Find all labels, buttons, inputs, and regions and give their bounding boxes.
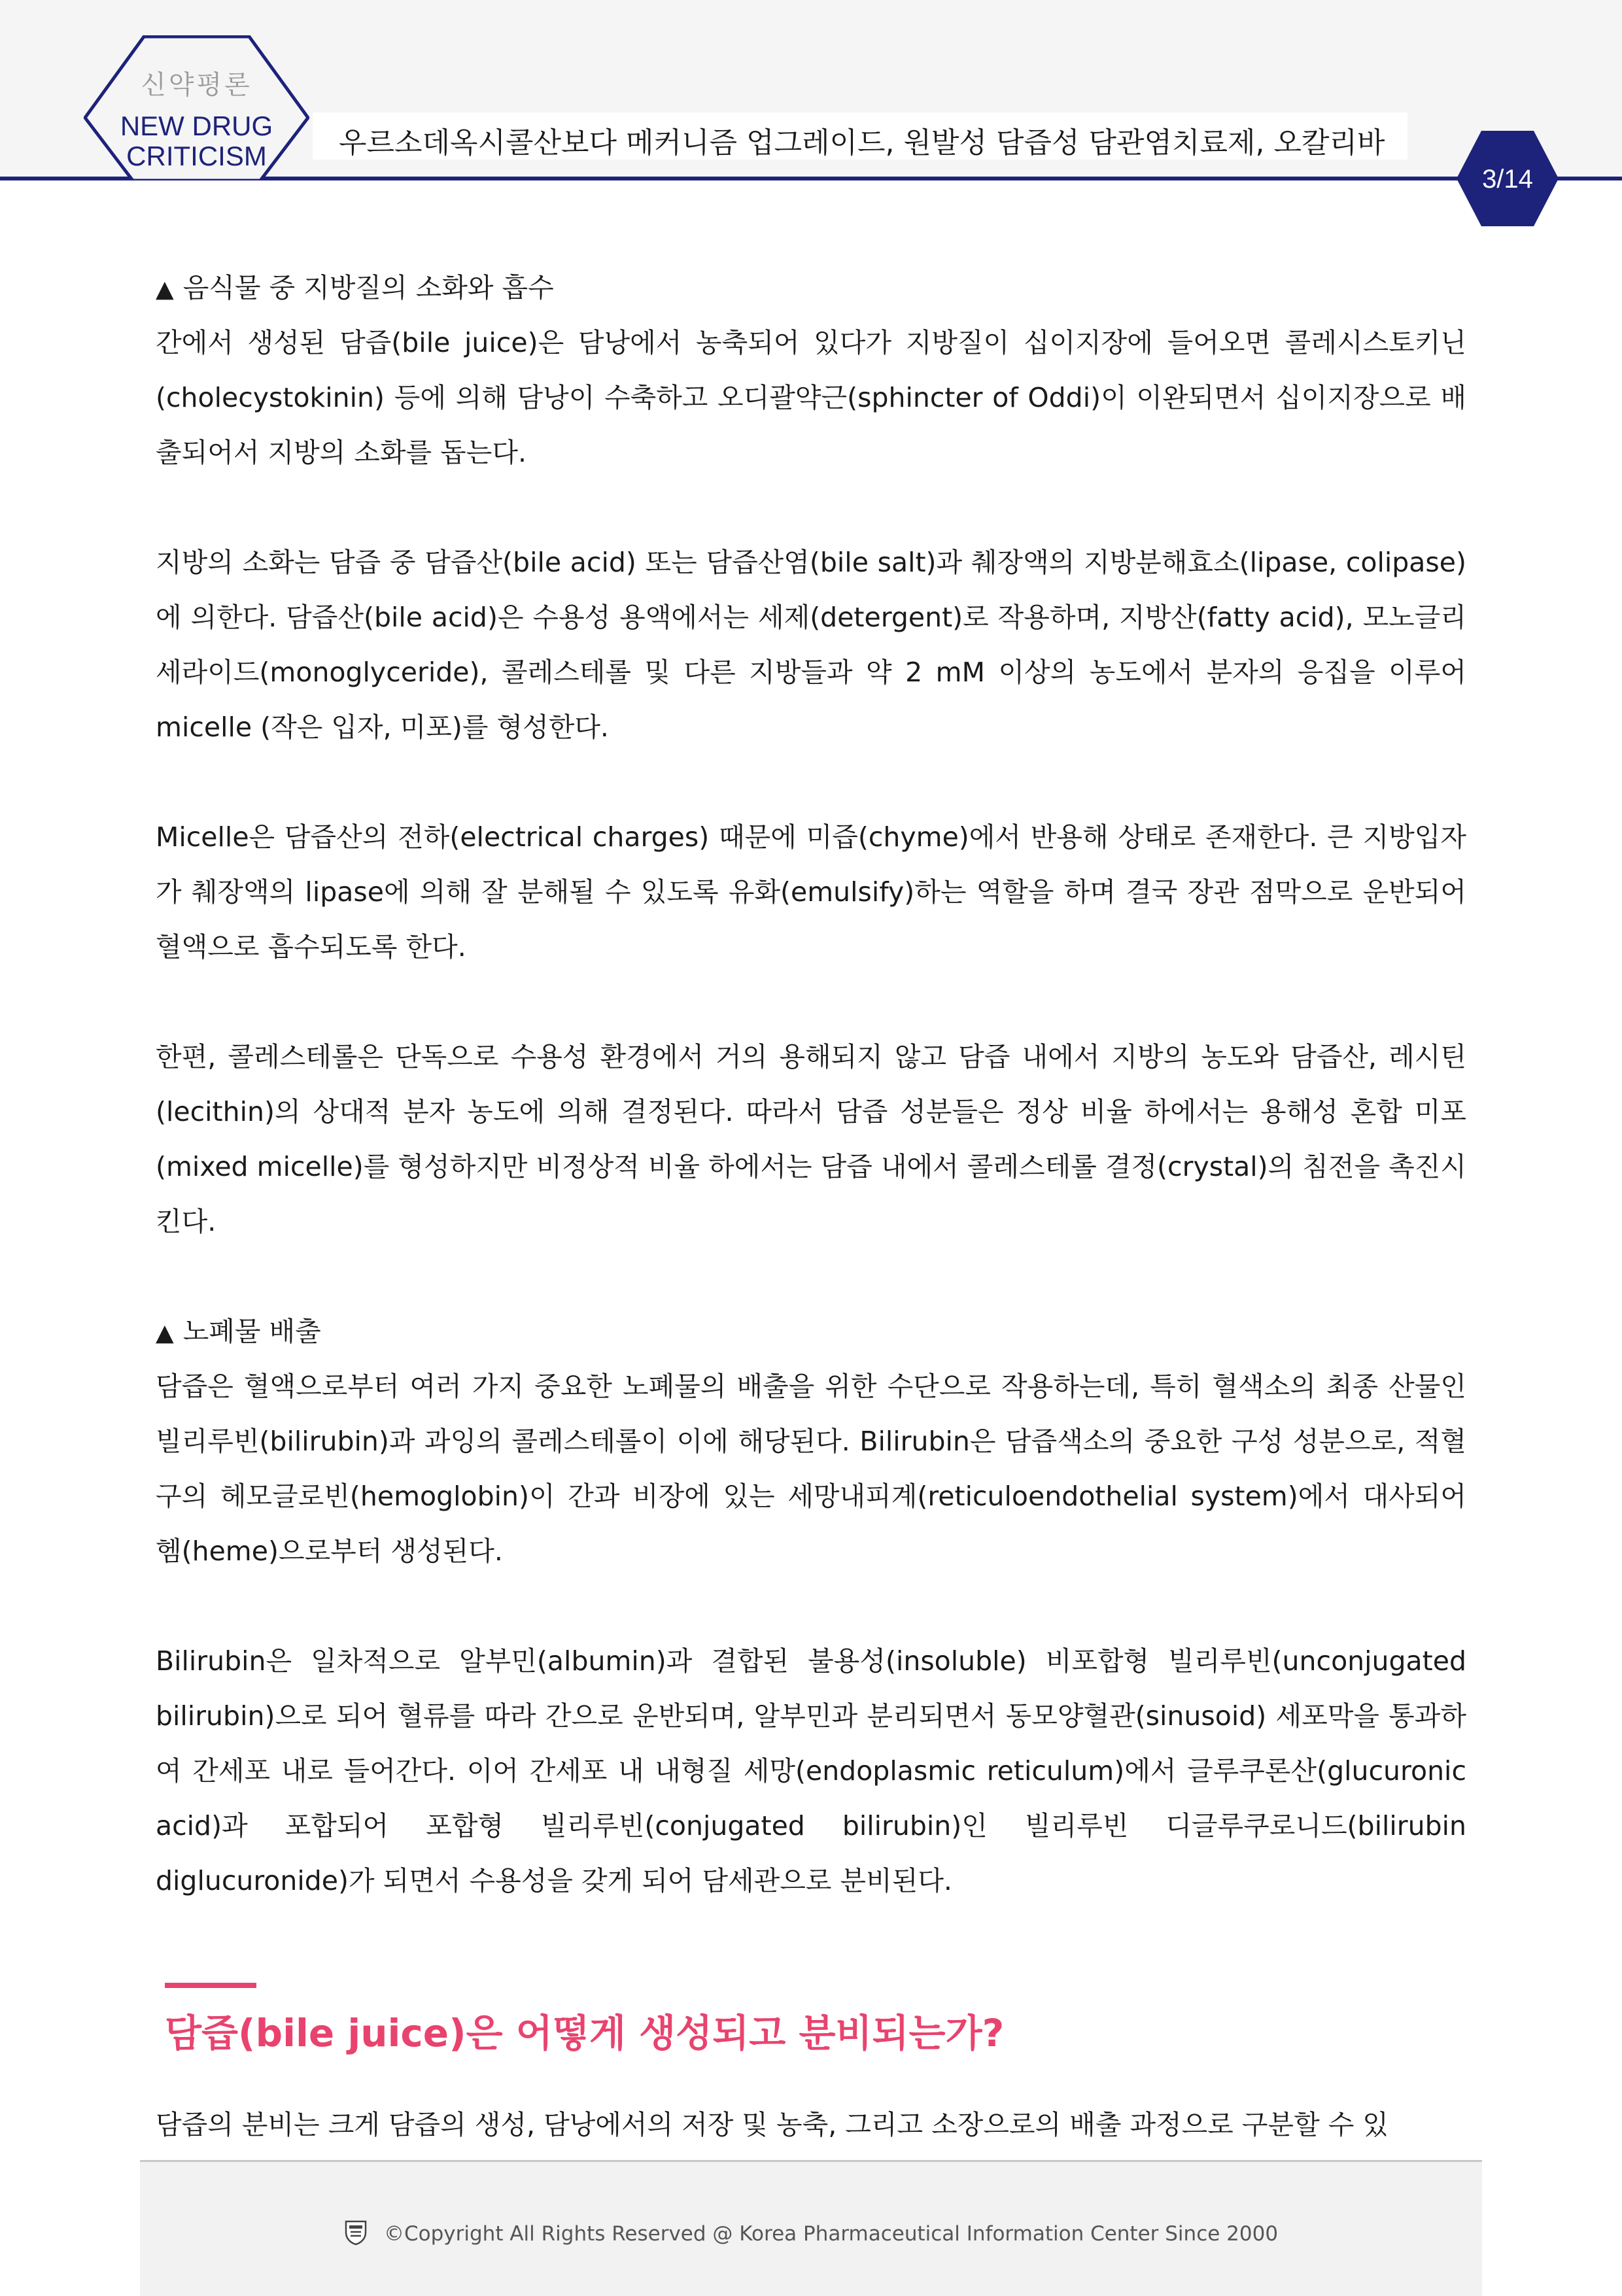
shield-emblem-icon <box>344 2219 368 2248</box>
paragraph: Bilirubin은 일차적으로 알부민(albumin)과 결합된 불용성(insoluble) 비포합형 빌리루빈(unconjugated bilirubin)으로 되어 혈류를 따라 간으로 운반되며, 알부민과 분리되면서 동모양혈관(sinusoid) 세포막을 통과하여 간세포 내로 들어간다. 이어 간세포 내 내형질 세망(endoplasmic reticulum)에서 글루쿠론산(glucuronic acid)과 포합되어 포합형 빌리루빈(conjugated bilirubin)인 빌리루빈 디글루쿠로니드(bilirubin diglucuronide)가 되면서 수용성을 갖게 되어 담세관으로 분비된다. <box>156 1645 1466 1896</box>
subheading-fat-digestion <box>156 260 1466 315</box>
page-number-badge <box>1455 129 1560 228</box>
paragraph: 한편, 콜레스테롤은 단독으로 수용성 환경에서 거의 용해되지 않고 담즙 내에서 지방의 농도와 담즙산, 레시틴(lecithin)의 상대적 분자 농도에 의해 결정된다. 따라서 담즙 성분들은 정상 비율 하에서는 용해성 혼합 미포(mixed micelle)를 형성하지만 비정상적 비율 하에서는 담즙 내에서 콜레스테롤 결정(crystal)의 침전을 촉진시킨다. <box>156 1041 1466 1237</box>
copyright-text: ©Copyright All Rights Reserved @ Korea Pharmaceutical Information Center Since 2000 <box>384 2222 1279 2246</box>
page-footer <box>140 2160 1482 2296</box>
triangle-bullet-icon: ▲ <box>156 276 174 303</box>
logo-english-line2: CRITICISM <box>126 141 267 171</box>
subheading-text: 음식물 중 지방질의 소화와 흡수 <box>182 272 554 303</box>
page-number: 3/14 <box>1482 165 1533 194</box>
logo-english-line1: NEW DRUG <box>120 111 273 141</box>
paragraph: 간에서 생성된 담즙(bile juice)은 담낭에서 농축되어 있다가 지방질이 십이지장에 들어오면 콜레시스토키닌(cholecystokinin) 등에 의해 담낭이 수축하고 오디괄약근(sphincter of Oddi)이 이완되면서 십이지장으로 배출되어서 지방의 소화를 돕는다. <box>156 327 1466 468</box>
journal-logo <box>84 35 309 180</box>
article-title-box <box>313 112 1407 160</box>
section-accent-bar <box>165 1983 256 1988</box>
paragraph: 담즙의 분비는 크게 담즙의 생성, 담낭에서의 저장 및 농축, 그리고 소장으로의 배출 과정으로 구분할 수 있 <box>156 2109 1389 2140</box>
subheading-text: 노폐물 배출 <box>182 1316 321 1347</box>
paragraph: Micelle은 담즙산의 전하(electrical charges) 때문에 미즙(chyme)에서 반용해 상태로 존재한다. 큰 지방입자가 췌장액의 lipase에 의해 잘 분해될 수 있도록 유화(emulsify)하는 역할을 하며 결국 장관 점막으로 운반되어 혈액으로 흡수되도록 한다. <box>156 821 1466 963</box>
section-title: 담즙(bile juice)은 어떻게 생성되고 분비되는가? <box>165 2011 1005 2055</box>
subheading-waste-excretion <box>156 1304 1466 1359</box>
article-title: 우르소데옥시콜산보다 메커니즘 업그레이드, 원발성 담즙성 담관염치료제, 오칼리바 <box>339 126 1385 160</box>
triangle-bullet-icon: ▲ <box>156 1320 174 1346</box>
logo-korean-text: 신약평론 <box>141 70 252 100</box>
article-body <box>156 260 1466 1908</box>
paragraph: 지방의 소화는 담즙 중 담즙산(bile acid) 또는 담즙산염(bile salt)과 췌장액의 지방분해효소(lipase, colipase)에 의한다. 담즙산(bile acid)은 수용성 용액에서는 세제(detergent)로 작용하며, 지방산(fatty acid), 모노글리세라이드(monoglyceride), 콜레스테롤 및 다른 지방들과 약 2 mM 이상의 농도에서 분자의 응집을 이루어 micelle (작은 입자, 미포)를 형성한다. <box>156 547 1466 743</box>
paragraph: 담즙은 혈액으로부터 여러 가지 중요한 노폐물의 배출을 위한 수단으로 작용하는데, 특히 혈색소의 최종 산물인 빌리루빈(bilirubin)과 과잉의 콜레스테롤이 이에 해당된다. Bilirubin은 담즙색소의 중요한 구성 성분으로, 적혈구의 헤모글로빈(hemoglobin)이 간과 비장에 있는 세망내피계(reticuloendothelial system)에서 대사되어 헴(heme)으로부터 생성된다. <box>156 1371 1466 1567</box>
